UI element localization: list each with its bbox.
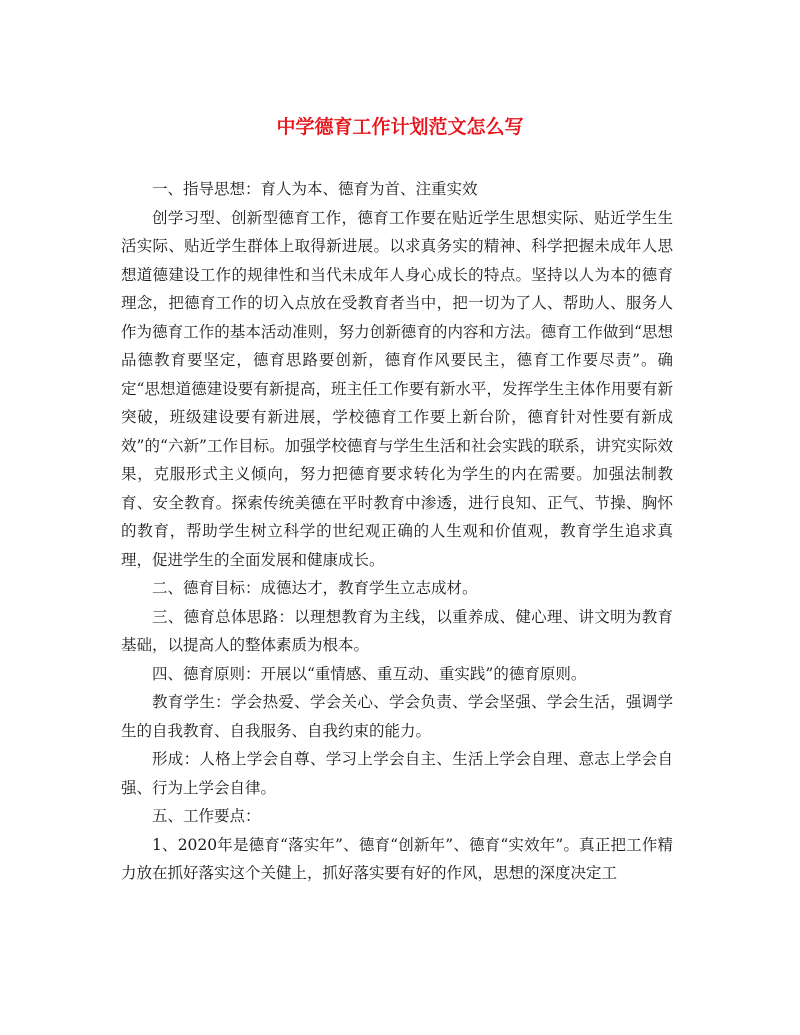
section-heading-moral-goal: 二、德育目标：成德达才，教育学生立志成材。 — [152, 579, 478, 597]
document-body — [121, 175, 673, 888]
section-heading-work-points: 五、工作要点： — [152, 807, 261, 825]
section-heading-overall-approach: 三、德育总体思路：以理想教育为主线，以重养成、健心理、讲文明为教育基础，以提高人的整体素质为根本。 — [121, 607, 673, 654]
document-title: 中学德育工作计划范文怎么写 — [276, 116, 524, 138]
paragraph-guiding-ideology: 创学习型、创新型德育工作，德育工作要在贴近学生思想实际、贴近学生生活实际、贴近学生群体上取得新进展。以求真务实的精神、科学把握未成年人思想道德建设工作的规律性和当代未成年人身心成长的特点。坚持以人为本的德育理念，把德育工作的切入点放在受教育者当中，把一切为了人、帮助人、服务人作为德育工作的基本活动准则，努力创新德育的内容和方法。德育工作做到“思想品德教育要坚定，德育思路要创新，德育作风要民主，德育工作要尽责”。确定“思想道德建设要有新提高，班主任工作要有新水平，发挥学生主体作用要有新突破，班级建设要有新进展，学校德育工作要上新台阶，德育针对性要有新成效”的“六新”工作目标。加强学校德育与学生生活和社会实践的联系，讲究实际效果，克服形式主义倾向，努力把德育要求转化为学生的内在需要。加强法制教育、安全教育。探索传统美德在平时教育中渗透，进行良知、正气、节操、胸怀的教育，帮助学生树立科学的世纪观正确的人生观和价值观，教育学生追求真理，促进学生的全面发展和健康成长。 — [121, 208, 673, 569]
section-heading-principles: 四、德育原则：开展以“重情感、重互动、重实践”的德育原则。 — [152, 664, 587, 683]
paragraph-educate-students: 教育学生：学会热爱、学会关心、学会负责、学会坚强、学会生活，强调学生的自我教育、自我服务、自我约束的能力。 — [121, 693, 673, 740]
section-heading-guiding-ideology: 一、指导思想：育人为本、德育为首、注重实效 — [152, 180, 478, 198]
paragraph-work-point-1: 1、2020年是德育“落实年”、德育“创新年”、德育“实效年”。真正把工作精力放在抓好落实这个关健上，抓好落实要有好的作风，思想的深度决定工 — [121, 835, 673, 882]
paragraph-formation: 形成：人格上学会自尊、学习上学会自主、生活上学会自理、意志上学会自强、行为上学会自律。 — [121, 750, 673, 797]
